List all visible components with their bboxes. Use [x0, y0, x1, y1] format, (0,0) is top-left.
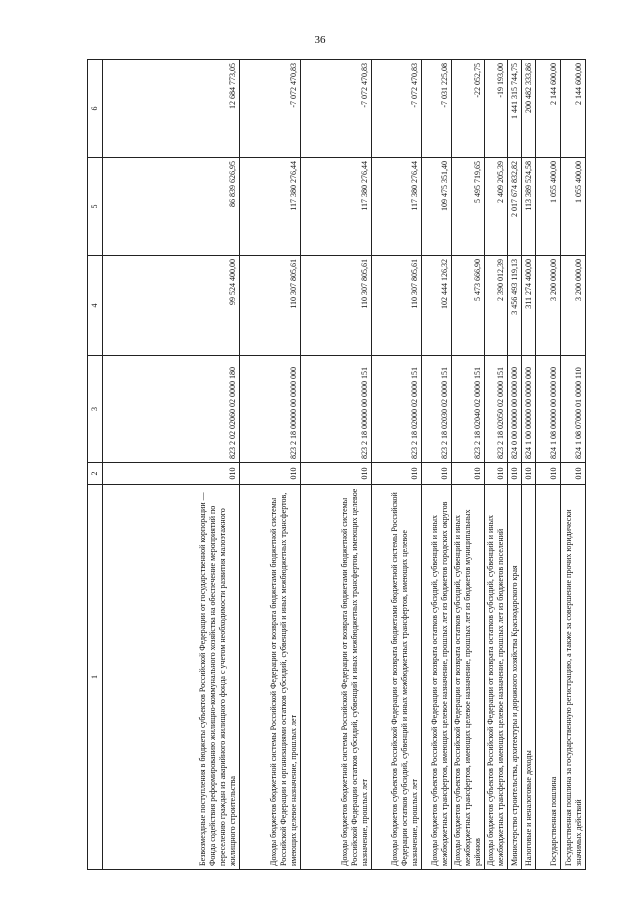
- row-kod: 010: [508, 463, 522, 485]
- row-col6: -7 072 470,83: [301, 60, 372, 158]
- row-col5: 2 409 205,39: [485, 158, 508, 256]
- row-col6: 200 482 333,86: [522, 60, 536, 158]
- row-col6: 12 684 773,05: [103, 60, 240, 158]
- row-name: Налоговые и неналоговые доходы: [522, 485, 536, 870]
- row-col6: 2 144 600,00: [536, 60, 561, 158]
- row-col4: 3 200 000,00: [536, 256, 561, 356]
- rotated-table-container: [87, 60, 583, 870]
- table-row: [240, 60, 301, 870]
- row-name: Государственная пошлина за государственную регистрацию, а также за совершение прочих юридически значимых действий: [561, 485, 586, 870]
- row-code: 824 1 08 07000 01 0000 110: [561, 356, 586, 463]
- row-name: Государственная пошлина: [536, 485, 561, 870]
- row-col4: 110 307 805,61: [240, 256, 301, 356]
- row-name: Доходы бюджетов субъектов Российской Федерации от возврата остатков субсидий, субвенций и иных межбюджетных трансфертов, имеющих целевое назначение, прошлых лет из бюджетов поселений: [485, 485, 508, 870]
- table-row: [103, 60, 240, 870]
- row-col5: 113 389 524,58: [522, 158, 536, 256]
- table-row: [522, 60, 536, 870]
- row-col5: 5 495 719,65: [452, 158, 485, 256]
- row-col4: 3 456 493 119,13: [508, 256, 522, 356]
- row-col4: 110 307 805,61: [372, 256, 422, 356]
- row-col5: 109 475 351,40: [422, 158, 452, 256]
- row-col5: 1 055 400,00: [561, 158, 586, 256]
- row-col6: -19 193,00: [485, 60, 508, 158]
- row-col5: 86 839 626,95: [103, 158, 240, 256]
- row-col5: 1 055 400,00: [536, 158, 561, 256]
- table-row: [536, 60, 561, 870]
- row-col4: 5 473 666,90: [452, 256, 485, 356]
- row-name: Доходы бюджетов субъектов Российской Федерации от возврата остатков субсидий, субвенций и иных межбюджетных трансфертов, имеющих целевое назначение, прошлых лет из бюджетов городских округов: [422, 485, 452, 870]
- table-row: [301, 60, 372, 870]
- row-code: 824 0 00 00000 00 0000 000: [508, 356, 522, 463]
- row-col6: -7 072 470,83: [240, 60, 301, 158]
- row-kod: 010: [485, 463, 508, 485]
- table-row: [561, 60, 586, 870]
- header-cell-3: 3: [88, 356, 103, 463]
- row-code: 823 2 18 02030 02 0000 151: [422, 356, 452, 463]
- row-kod: 010: [561, 463, 586, 485]
- row-kod: 010: [536, 463, 561, 485]
- table-row: [485, 60, 508, 870]
- row-kod: 010: [422, 463, 452, 485]
- row-name: Доходы бюджетов бюджетной системы Российской Федерации от возврата бюджетами бюджетной системы Российской Федерации и организациями остатков субсидий, субвенций и иных межбюджетных трансфертов, имеющих целевое назначение, прошлых лет: [240, 485, 301, 870]
- row-code: 823 2 18 02040 02 0000 151: [452, 356, 485, 463]
- row-col5: 117 380 276,44: [372, 158, 422, 256]
- row-col5: 117 380 276,44: [301, 158, 372, 256]
- header-cell-1: 1: [88, 485, 103, 870]
- row-col4: 99 524 400,00: [103, 256, 240, 356]
- table-row: [422, 60, 452, 870]
- row-kod: 010: [240, 463, 301, 485]
- header-row: [88, 60, 103, 870]
- row-kod: 010: [301, 463, 372, 485]
- row-name: Доходы бюджетов бюджетной системы Российской Федерации от возврата бюджетами бюджетной системы Российской Федерации остатков субсидий, субвенций и иных межбюджетных трансфертов, имеющих целевое назначение, прошлых лет: [301, 485, 372, 870]
- row-col4: 110 307 805,61: [301, 256, 372, 356]
- row-name: Безвозмездные поступления в бюджеты субъектов Российской Федерации от государственной корпорации — Фонда содействия реформированию жилищно-коммунального хозяйства на обеспечение мероприятий по переселению граждан из аварийного жилищного фонда с учетом необходимости развития малоэтажного жилищного строительства: [103, 485, 240, 870]
- row-col5: 2 017 674 832,82: [508, 158, 522, 256]
- row-col4: 3 200 000,00: [561, 256, 586, 356]
- row-kod: 010: [452, 463, 485, 485]
- row-col5: 117 380 276,44: [240, 158, 301, 256]
- row-name: Доходы бюджетов субъектов Российской Федерации от возврата остатков субсидий, субвенций и иных межбюджетных трансфертов, имеющих целевое назначение, прошлых лет из бюджетов муниципальных районов: [452, 485, 485, 870]
- header-cell-2: 2: [88, 463, 103, 485]
- row-code: 824 1 08 00000 00 0000 000: [536, 356, 561, 463]
- row-name: Доходы бюджетов субъектов Российской Федерации от возврата бюджетами бюджетной системы Российской Федерации остатков субсидий, субвенций и иных межбюджетных трансфертов, имеющих целевое назначение, прошлых лет: [372, 485, 422, 870]
- row-col4: 102 444 126,32: [422, 256, 452, 356]
- row-kod: 010: [103, 463, 240, 485]
- row-code: 824 1 00 00000 00 0000 000: [522, 356, 536, 463]
- header-cell-4: 4: [88, 256, 103, 356]
- row-kod: 010: [522, 463, 536, 485]
- revenue-table: [87, 59, 586, 870]
- table-row: [508, 60, 522, 870]
- header-cell-6: 6: [88, 60, 103, 158]
- row-code: 823 2 02 02060 02 0000 180: [103, 356, 240, 463]
- row-col6: 1 441 315 744,75: [508, 60, 522, 158]
- row-col4: 311 274 400,00: [522, 256, 536, 356]
- page-number: 36: [314, 34, 326, 46]
- header-cell-5: 5: [88, 158, 103, 256]
- row-col6: -7 031 225,08: [422, 60, 452, 158]
- row-kod: 010: [372, 463, 422, 485]
- row-col4: 2 390 012,39: [485, 256, 508, 356]
- row-col6: 2 144 600,00: [561, 60, 586, 158]
- row-code: 823 2 18 00000 00 0000 151: [301, 356, 372, 463]
- row-col6: -22 052,75: [452, 60, 485, 158]
- row-name: Министерство строительства, архитектуры и дорожного хозяйства Краснодарского края: [508, 485, 522, 870]
- row-code: 823 2 18 02050 02 0000 151: [485, 356, 508, 463]
- row-col6: -7 072 470,83: [372, 60, 422, 158]
- table-row: [372, 60, 422, 870]
- table-row: [452, 60, 485, 870]
- row-code: 823 2 18 00000 00 0000 000: [240, 356, 301, 463]
- row-code: 823 2 18 02000 02 0000 151: [372, 356, 422, 463]
